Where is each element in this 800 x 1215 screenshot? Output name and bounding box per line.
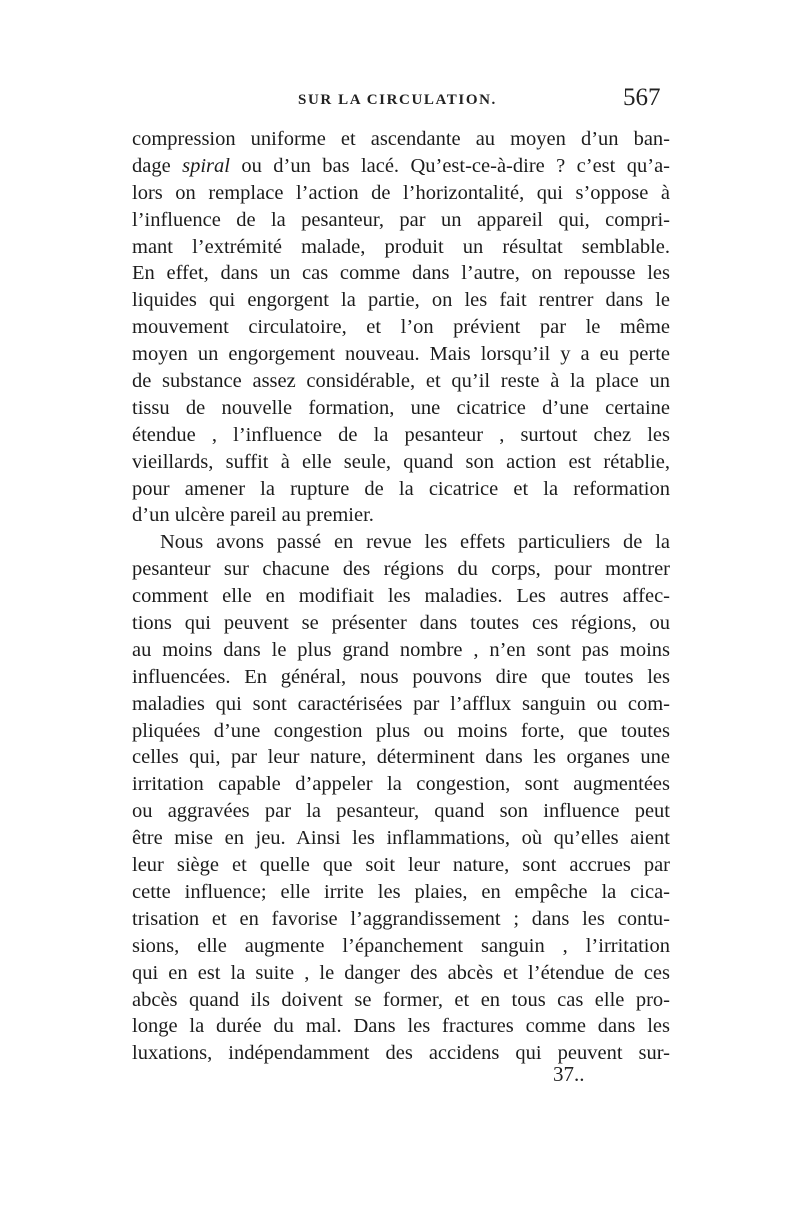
text-line: qui en est la suite , le danger des abcès et l’étendue de ces	[132, 961, 670, 984]
text-line: tions qui peuvent se présenter dans toutes ces régions, ou	[132, 612, 670, 635]
text-line: celles qui, par leur nature, déterminent dans les organes une	[132, 746, 670, 769]
signature-mark: 37..	[553, 1062, 585, 1086]
text-line: pour amener la rupture de la cicatrice et la reformation	[132, 477, 670, 500]
running-head-title: SUR LA CIRCULATION.	[298, 92, 497, 108]
text-line: au moins dans le plus grand nombre , n’en sont pas moins	[132, 638, 670, 661]
text-line: tissu de nouvelle formation, une cicatrice d’une certaine	[132, 396, 670, 419]
text-line: mant l’extrémité malade, produit un résultat semblable.	[132, 235, 670, 258]
text-line: sions, elle augmente l’épanchement sanguin , l’irritation	[132, 934, 670, 957]
text-line: d’un ulcère pareil au premier.	[132, 504, 374, 527]
text-line: comment elle en modifiait les maladies. Les autres affec-	[132, 585, 670, 608]
text-line: liquides qui engorgent la partie, on les fait rentrer dans le	[132, 289, 670, 312]
text-line: l’influence de la pesanteur, par un appareil qui, compri-	[132, 208, 670, 231]
text-line: pesanteur sur chacune des régions du corps, pour montrer	[132, 558, 670, 581]
text-line: Nous avons passé en revue les effets particuliers de la	[160, 531, 670, 554]
text-line: longe la durée du mal. Dans les fractures comme dans les	[132, 1015, 670, 1038]
page-number: 567	[623, 84, 661, 111]
text-line: luxations, indépendamment des accidens qui peuvent sur-	[132, 1042, 670, 1065]
text-line: cette influence; elle irrite les plaies, en empêche la cica-	[132, 880, 670, 903]
text-line: leur siège et quelle que soit leur nature, sont accrues par	[132, 854, 670, 877]
body-text	[132, 126, 670, 1067]
text-line: vieillards, suffit à elle seule, quand son action est rétablie,	[132, 450, 670, 473]
text-line: ou aggravées par la pesanteur, quand son influence peut	[132, 800, 670, 823]
text-line: influencées. En général, nous pouvons dire que toutes les	[132, 665, 670, 688]
text-line: de substance assez considérable, et qu’il reste à la place un	[132, 370, 670, 393]
text-line: mouvement circulatoire, et l’on prévient par le même	[132, 316, 670, 339]
text-line: lors on remplace l’action de l’horizontalité, qui s’oppose à	[132, 181, 670, 204]
text-line: abcès quand ils doivent se former, et en tous cas elle pro-	[132, 988, 670, 1011]
text-line: moyen un engorgement nouveau. Mais lorsqu’il y a eu perte	[132, 343, 670, 366]
text-line: irritation capable d’appeler la congestion, sont augmentées	[132, 773, 670, 796]
text-line: être mise en jeu. Ainsi les inflammations, où qu’elles aient	[132, 827, 670, 850]
text-line: dage spiral ou d’un bas lacé. Qu’est-ce-à-dire ? c’est qu’a-	[132, 154, 670, 177]
text-line: En effet, dans un cas comme dans l’autre, on repousse les	[132, 262, 670, 285]
text-line: pliquées d’une congestion plus ou moins forte, que toutes	[132, 719, 670, 742]
text-line: trisation et en favorise l’aggrandissement ; dans les contu-	[132, 907, 670, 930]
text-line: étendue , l’influence de la pesanteur , surtout chez les	[132, 423, 670, 446]
text-line: maladies qui sont caractérisées par l’afflux sanguin ou com-	[132, 692, 670, 715]
text-line: compression uniforme et ascendante au moyen d’un ban-	[132, 128, 670, 150]
